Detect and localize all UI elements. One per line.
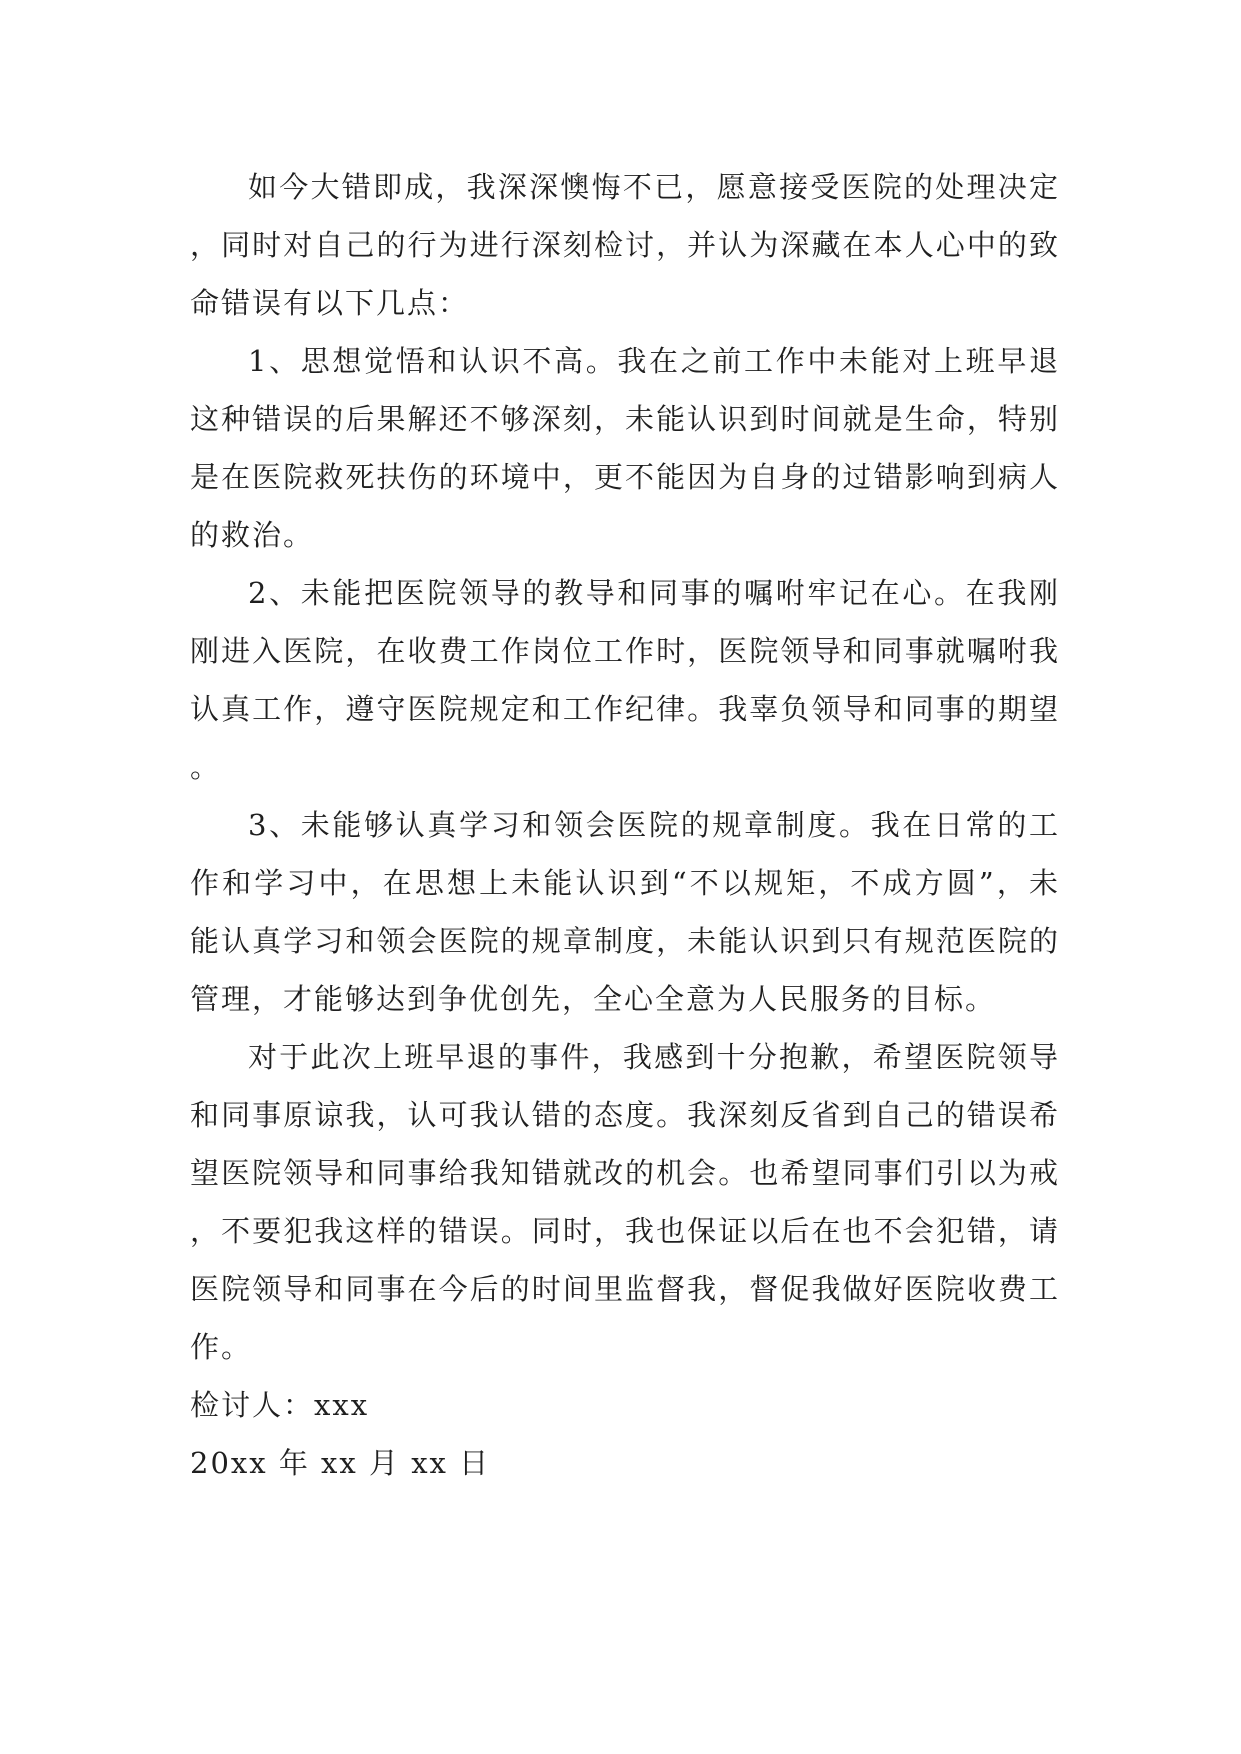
paragraph-intro: 如今大错即成，我深深懊悔不已，愿意接受医院的处理决定，同时对自己的行为进行深刻检讨，并认为深藏在本人心中的致命错误有以下几点：: [190, 170, 1060, 320]
paragraph-point-3: 3、未能够认真学习和领会医院的规章制度。我在日常的工作和学习中，在思想上未能认识到“不以规矩，不成方圆”，未能认真学习和领会医院的规章制度，未能认识到只有规范医院的管理，才能够达到争优创先，全心全意为人民服务的目标。: [190, 808, 1060, 1016]
paragraph-point-1: 1、思想觉悟和认识不高。我在之前工作中未能对上班早退这种错误的后果解还不够深刻，未能认识到时间就是生命，特别是在医院救死扶伤的环境中，更不能因为自身的过错影响到病人的救治。: [190, 344, 1060, 552]
paragraph-conclusion: 对于此次上班早退的事件，我感到十分抱歉，希望医院领导和同事原谅我，认可我认错的态度。我深刻反省到自己的错误希望医院领导和同事给我知错就改的机会。也希望同事们引以为戒，不要犯我这样的错误。同时，我也保证以后在也不会犯错，请医院领导和同事在今后的时间里监督我，督促我做好医院收费工作。: [190, 1040, 1060, 1364]
document-body: [190, 158, 1060, 1492]
date-line: 20xx 年 xx 月 xx 日: [190, 1446, 491, 1480]
signer-line: 检讨人：xxx: [190, 1388, 370, 1422]
paragraph-point-2: 2、未能把医院领导的教导和同事的嘱咐牢记在心。在我刚刚进入医院，在收费工作岗位工作时，医院领导和同事就嘱咐我认真工作，遵守医院规定和工作纪律。我辜负领导和同事的期望。: [190, 576, 1060, 784]
